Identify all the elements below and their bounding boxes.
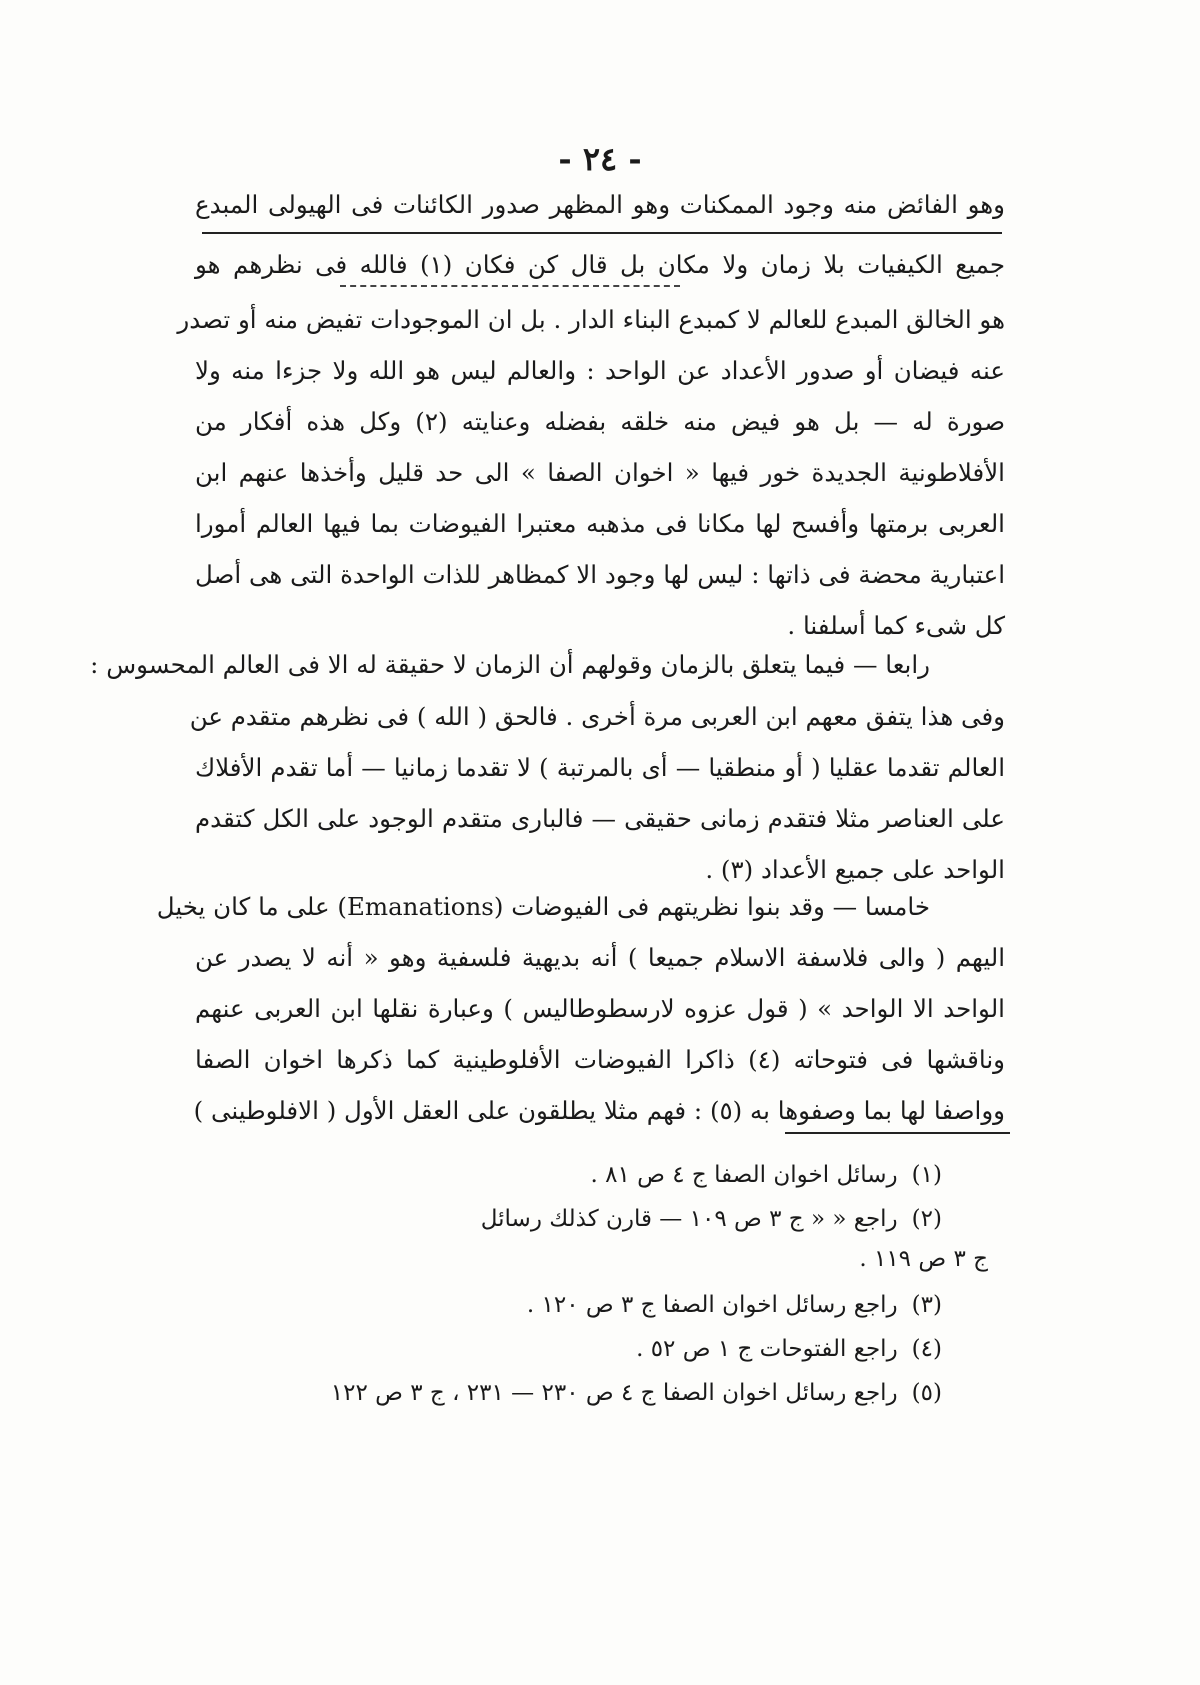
text-line: هو الخالق المبدع للعالم لا كمبدع البناء الدار . بل ان الموجودات تفيض منه أو تصدر [177,305,1005,334]
footnote-number: (١) [911,1162,942,1188]
text-line: جميع الكيفيات بلا زمان ولا مكان بل قال كن فكان (١) فالله فى نظرهم هو [195,250,1005,279]
footnote-rule [785,1132,1010,1134]
underline-rule [202,232,1002,234]
text-line: عنه فيضان أو صدور الأعداد عن الواحد : والعالم ليس هو الله ولا جزءا منه ولا [195,356,1005,385]
text-line: اليهم ( والى فلاسفة الاسلام جميعا ) أنه بديهية فلسفية وهو « أنه لا يصدر عن [195,943,1005,972]
footnote [331,1370,942,1416]
text-line: كل شىء كما أسلفنا . [787,611,1005,640]
footnote-text: راجع رسائل اخوان الصفا ج ٤ ص ٢٣٠ — ٢٣١ ، ج ٣ ص ١٢٢ [330,1380,898,1406]
footnote-text: راجع « « ج ٣ ص ١٠٩ — قارن كذلك رسائل [480,1206,898,1232]
text-line: الواحد الا الواحد » ( قول عزوه لارسطوطاليس ) وعبارة نقلها ابن العربى عنهم [195,994,1005,1023]
dashed-rule [340,285,680,287]
footnote-text: رسائل اخوان الصفا ج ٤ ص ٨١ . [590,1162,898,1188]
text-line: وناقشها فى فتوحاته (٤) ذاكرا الفيوضات الأفلوطينية كما ذكرها اخوان الصفا [195,1045,1005,1074]
footnote [859,1236,1002,1282]
footnote-number: (٤) [911,1336,942,1362]
text-line: وفى هذا يتفق معهم ابن العربى مرة أخرى . فالحق ( الله ) فى نظرهم متقدم عن [189,702,1005,731]
text-line: الواحد على جميع الأعداد (٣) . [705,855,1005,884]
text-line: وواصفا لها بما وصفوها به (٥) : فهم مثلا يطلقون على العقل الأول ( الافلوطينى ) [193,1096,1005,1125]
page-number: - ٢٤ - [558,140,642,178]
text-line: صورة له — بل هو فيض منه خلقه بفضله وعنايته (٢) وكل هذه أفكار من [195,407,1006,436]
text-line: خامسا — وقد بنوا نظريتهم فى الفيوضات (Emanations) على ما كان يخيل [156,892,930,921]
footnote-number: (٥) [911,1380,942,1406]
text-line: رابعا — فيما يتعلق بالزمان وقولهم أن الزمان لا حقيقة له الا فى العالم المحسوس : [90,650,930,679]
footnote-text: راجع الفتوحات ج ١ ص ٥٢ . [636,1336,898,1362]
footnote-text: ج ٣ ص ١١٩ . [859,1246,988,1272]
text-line: العالم تقدما عقليا ( أو منطقيا — أى بالمرتبة ) لا تقدما زمانيا — أما تقدم الأفلاك [195,753,1005,782]
text-line: الأفلاطونية الجديدة خور فيها « اخوان الصفا » الى حد قليل وأخذها عنهم ابن [195,458,1005,487]
footnote-number: (٢) [911,1206,942,1232]
footnote [590,1152,942,1198]
footnote-text: راجع رسائل اخوان الصفا ج ٣ ص ١٢٠ . [526,1292,898,1318]
footnote [636,1326,942,1372]
text-line: على العناصر مثلا فتقدم زمانى حقيقى — فالبارى متقدم الوجود على الكل كتقدم [195,804,1005,833]
footnote [527,1282,942,1328]
text-line: العربى برمتها وأفسح لها مكانا فى مذهبه معتبرا الفيوضات بما فيها العالم أمورا [195,509,1005,538]
footnote-number: (٣) [911,1292,942,1318]
text-line: اعتبارية محضة فى ذاتها : ليس لها وجود الا كمظاهر للذات الواحدة التى هى أصل [195,560,1005,589]
text-line: وهو الفائض منه وجود الممكنات وهو المظهر صدور الكائنات فى الهيولى المبدع [195,190,1005,219]
